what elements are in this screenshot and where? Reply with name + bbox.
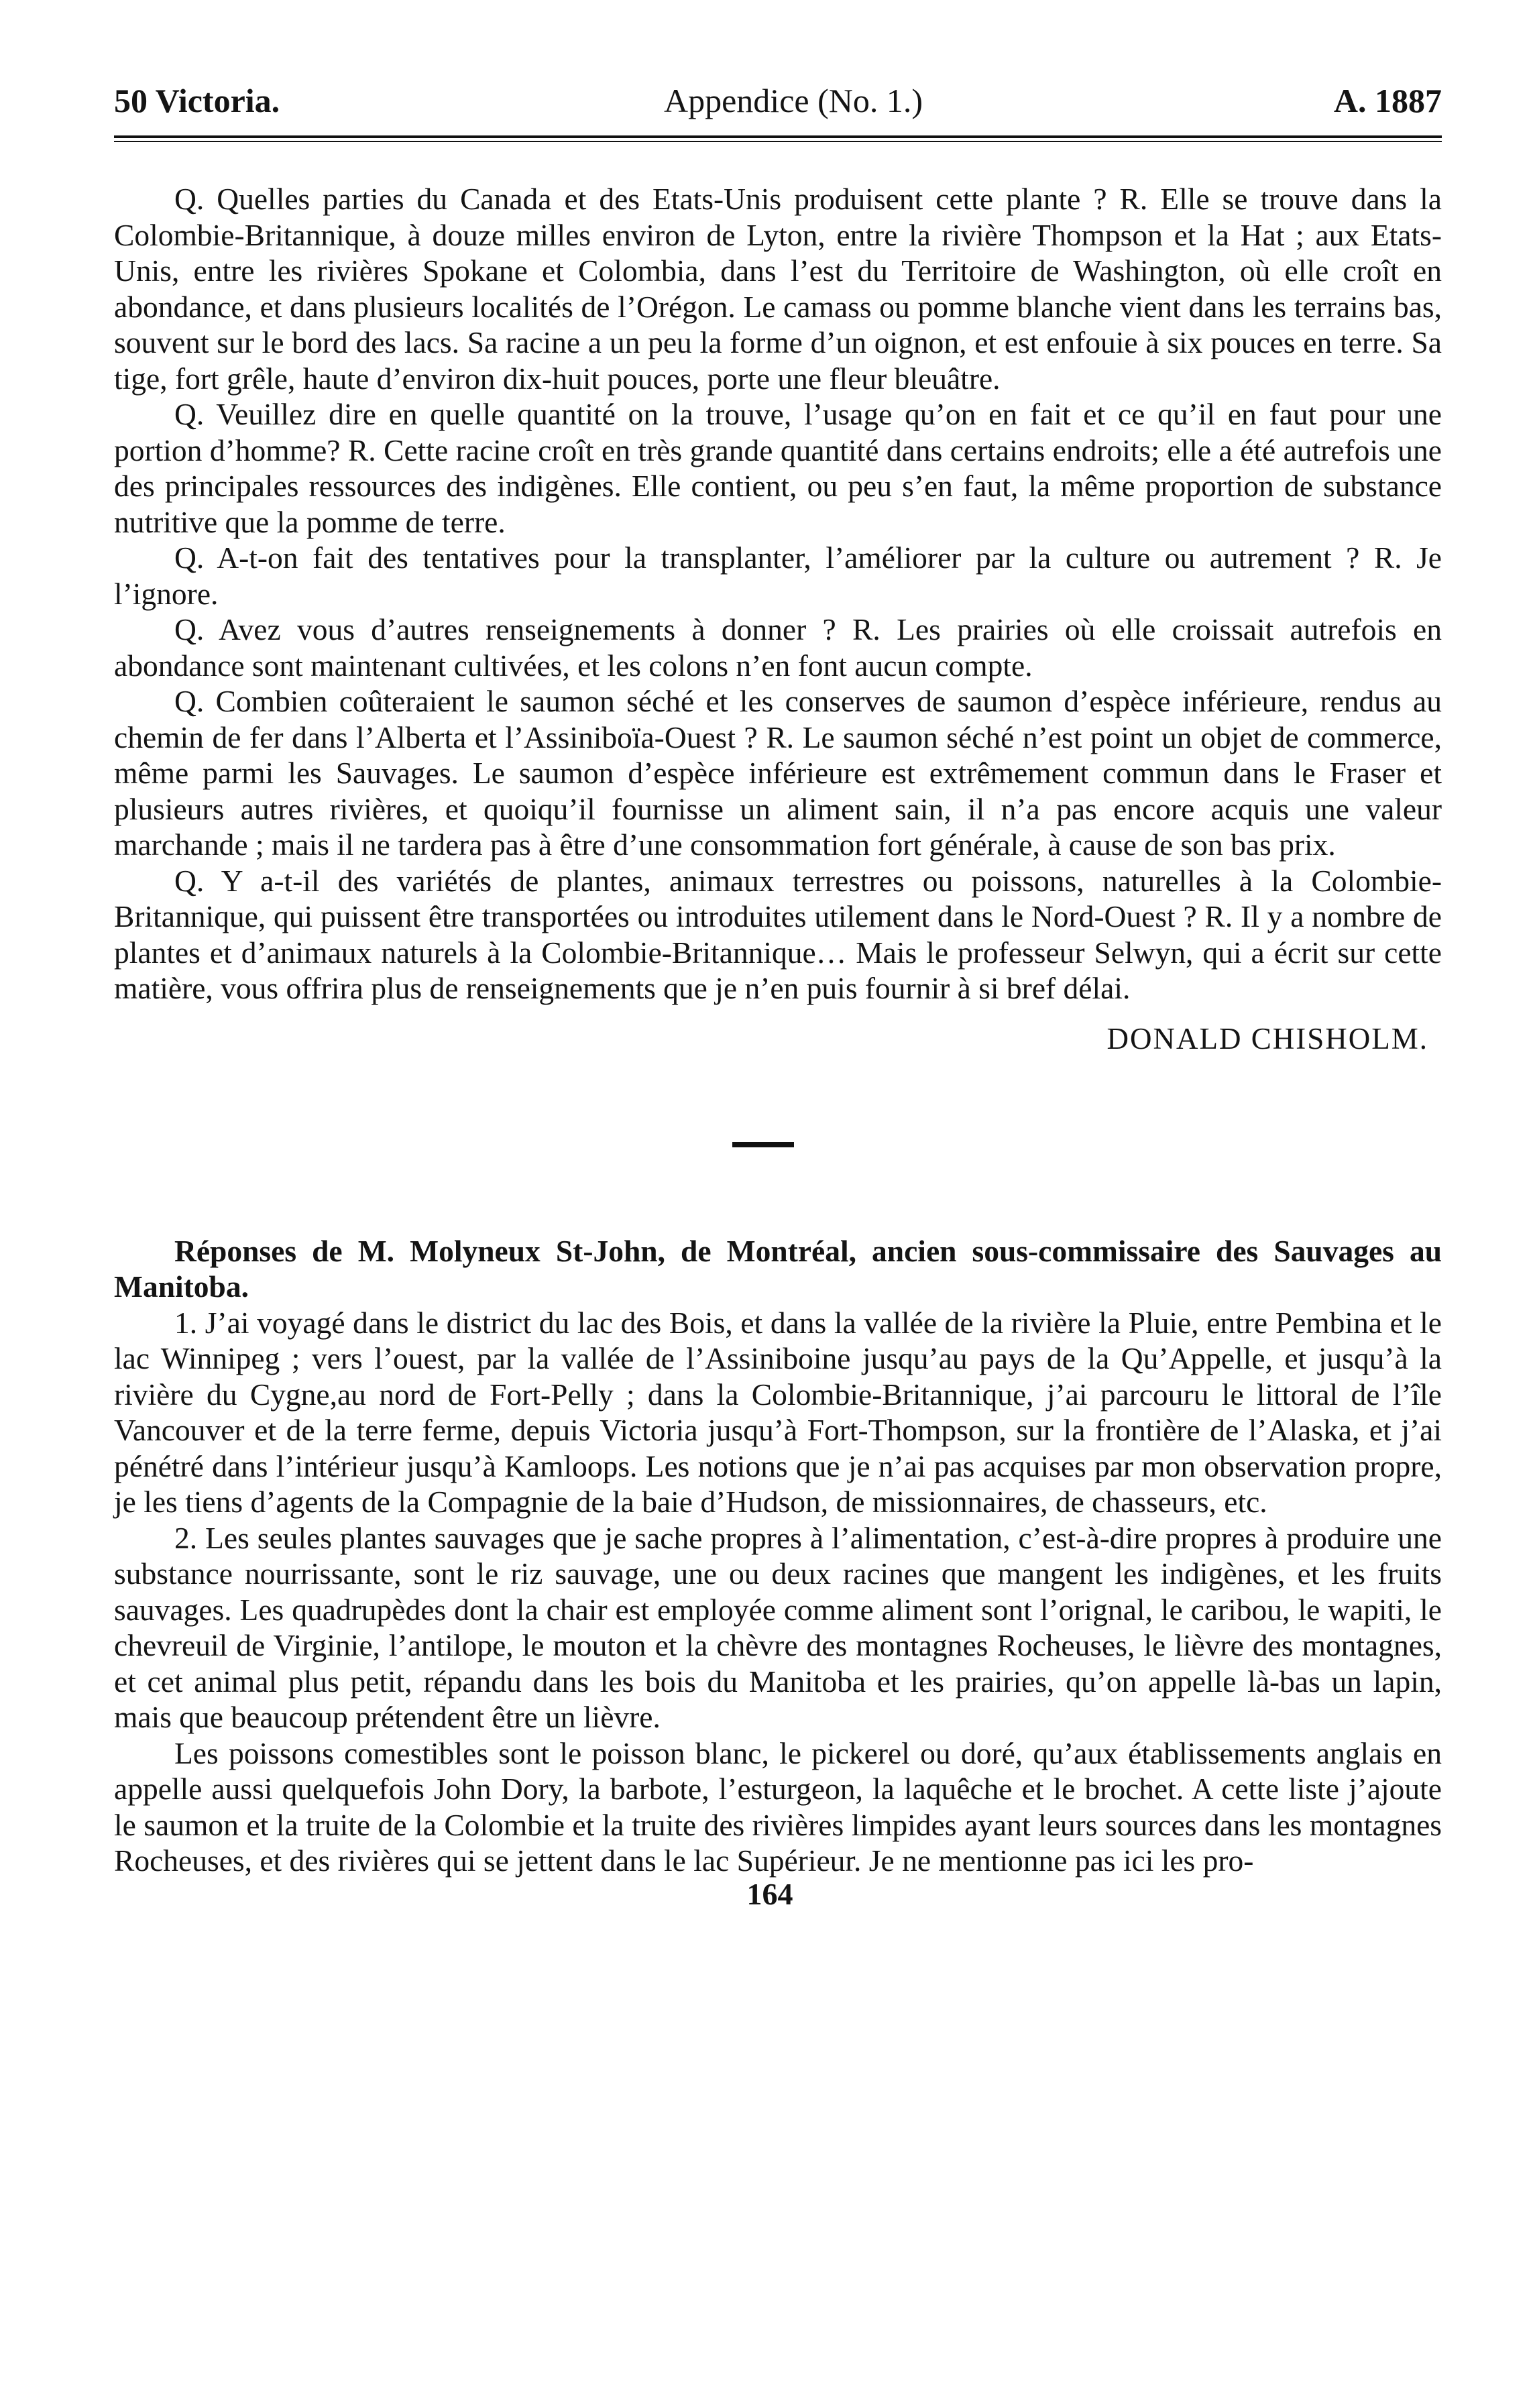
paragraph: Les poissons comestibles sont le poisson blanc, le pickerel ou doré, qu’aux établissements anglais en appelle aussi quelquefois John Dory, la barbote, l’esturgeon, la laquêche et le brochet. A cette liste j’ajoute le saumon et la truite de la Colombie et la truite des rivières limpides ayant leurs sources dans les montagnes Rocheuses, et des rivières qui se jettent dans le lac Supérieur. Je ne mentionne pas ici les pro-	[114, 1735, 1442, 1878]
paragraph: 1. J’ai voyagé dans le district du lac des Bois, et dans la vallée de la rivière la Pluie, entre Pembina et le lac Winnipeg ; vers l’ouest, par la vallée de l’Assiniboine jusqu’au pays de la Qu’Appelle, et jusqu’à la rivière du Cygne,au nord de Fort-Pelly ; dans la Colombie-Britannique, j’ai parcouru le littoral de l’île Vancouver et de la terre ferme, depuis Victoria jusqu’à Fort-Thompson, sur la frontière de l’Alaska, et j’ai pénétré dans l’intérieur jusqu’à Kamloops. Les notions que je n’ai pas acquises par mon observation propre, je les tiens d’agents de la Compagnie de la baie d’Hudson, de missionnaires, de chasseurs, etc.	[114, 1305, 1442, 1519]
paragraph: Q. Avez vous d’autres renseignements à donner ? R. Les prairies où elle croissait autrefois en abondance sont maintenant cultivées, et les colons n’en font aucun compte.	[114, 612, 1442, 683]
document-page	[114, 74, 1442, 2354]
running-header	[114, 74, 1442, 127]
paragraph: Q. A-t-on fait des tentatives pour la transplanter, l’améliorer par la culture ou autrement ? R. Je l’ignore.	[114, 540, 1442, 611]
paragraph: Q. Y a-t-il des variétés de plantes, animaux terrestres ou poissons, naturelles à la Colombie-Britannique, qui puissent être transportées ou introduites utilement dans le Nord-Ouest ? R. Il y a nombre de plantes et d’animaux naturels à la Colombie-Britannique… Mais le professeur Selwyn, qui a écrit sur cette matière, vous offrira plus de renseignements que je n’en puis fournir à si bref délai.	[114, 863, 1442, 1005]
header-year: A. 1887	[1333, 82, 1442, 119]
header-rule	[114, 135, 1442, 142]
page-number: 164	[746, 1876, 793, 1911]
paragraph: 2. Les seules plantes sauvages que je sache propres à l’alimentation, c’est-à-dire propres à produire une substance nourrissante, sont le riz sauvage, une ou deux racines que mangent les indigènes, et les fruits sauvages. Les quadrupèdes dont la chair est employée comme aliment sont l’orignal, le caribou, le wapiti, le chevreuil de Virginie, l’antilope, le mouton et la chèvre des montagnes Rocheuses, le lièvre des montagnes, et cet animal plus petit, répandu dans les bois du Manitoba et les prairies, qu’on appelle là-bas un lapin, mais que beaucoup prétendent être un lièvre.	[114, 1520, 1442, 1734]
paragraph: Q. Combien coûteraient le saumon séché et les conserves de saumon d’espèce inférieure, rendus au chemin de fer dans l’Alberta et l’Assiniboïa-Ouest ? R. Le saumon séché n’est point un objet de commerce, même parmi les Sauvages. Le saumon d’espèce inférieure est extrêmement commun dans le Fraser et plusieurs autres rivières, et quoiqu’il fournisse un aliment sain, il n’a pas encore acquis une valeur marchande ; mais il ne tardera pas à être d’une consommation fort générale, à cause de son bas prix.	[114, 684, 1442, 862]
st-john-section	[114, 1233, 1442, 1879]
interview-text	[114, 181, 1442, 1007]
paragraph: Q. Veuillez dire en quelle quantité on la trouve, l’usage qu’on en fait et ce qu’il en faut pour une portion d’homme? R. Cette racine croît en très grande quantité dans certains endroits; elle a été autrefois une des principales ressources des indigènes. Elle contient, ou peu s’en faut, la même proportion de substance nutritive que la pomme de terre.	[114, 397, 1442, 539]
signature: DONALD CHISHOLM.	[1106, 1021, 1428, 1055]
section-intro: Réponses de M. Molyneux St-John, de Montréal, ancien sous-commissaire des Sauvages au Manitoba.	[114, 1233, 1442, 1304]
header-appendix: Appendice (No. 1.)	[664, 82, 923, 119]
section-separator	[732, 1142, 794, 1147]
header-volume: 50 Victoria.	[114, 82, 280, 119]
paragraph: Q. Quelles parties du Canada et des Etats-Unis produisent cette plante ? R. Elle se trouve dans la Colombie-Britannique, à douze milles environ de Lyton, entre la rivière Thompson et la Hat ; aux Etats-Unis, entre les rivières Spokane et Colombia, dans l’est du Territoire de Washington, où elle croît en abondance, et dans plusieurs localités de l’Orégon. Le camass ou pomme blanche vient dans les terrains bas, souvent sur le bord des lacs. Sa racine a un peu la forme d’un oignon, et est enfouie à six pouces en terre. Sa tige, fort grêle, haute d’environ dix-huit pouces, porte une fleur bleuâtre.	[114, 182, 1442, 396]
